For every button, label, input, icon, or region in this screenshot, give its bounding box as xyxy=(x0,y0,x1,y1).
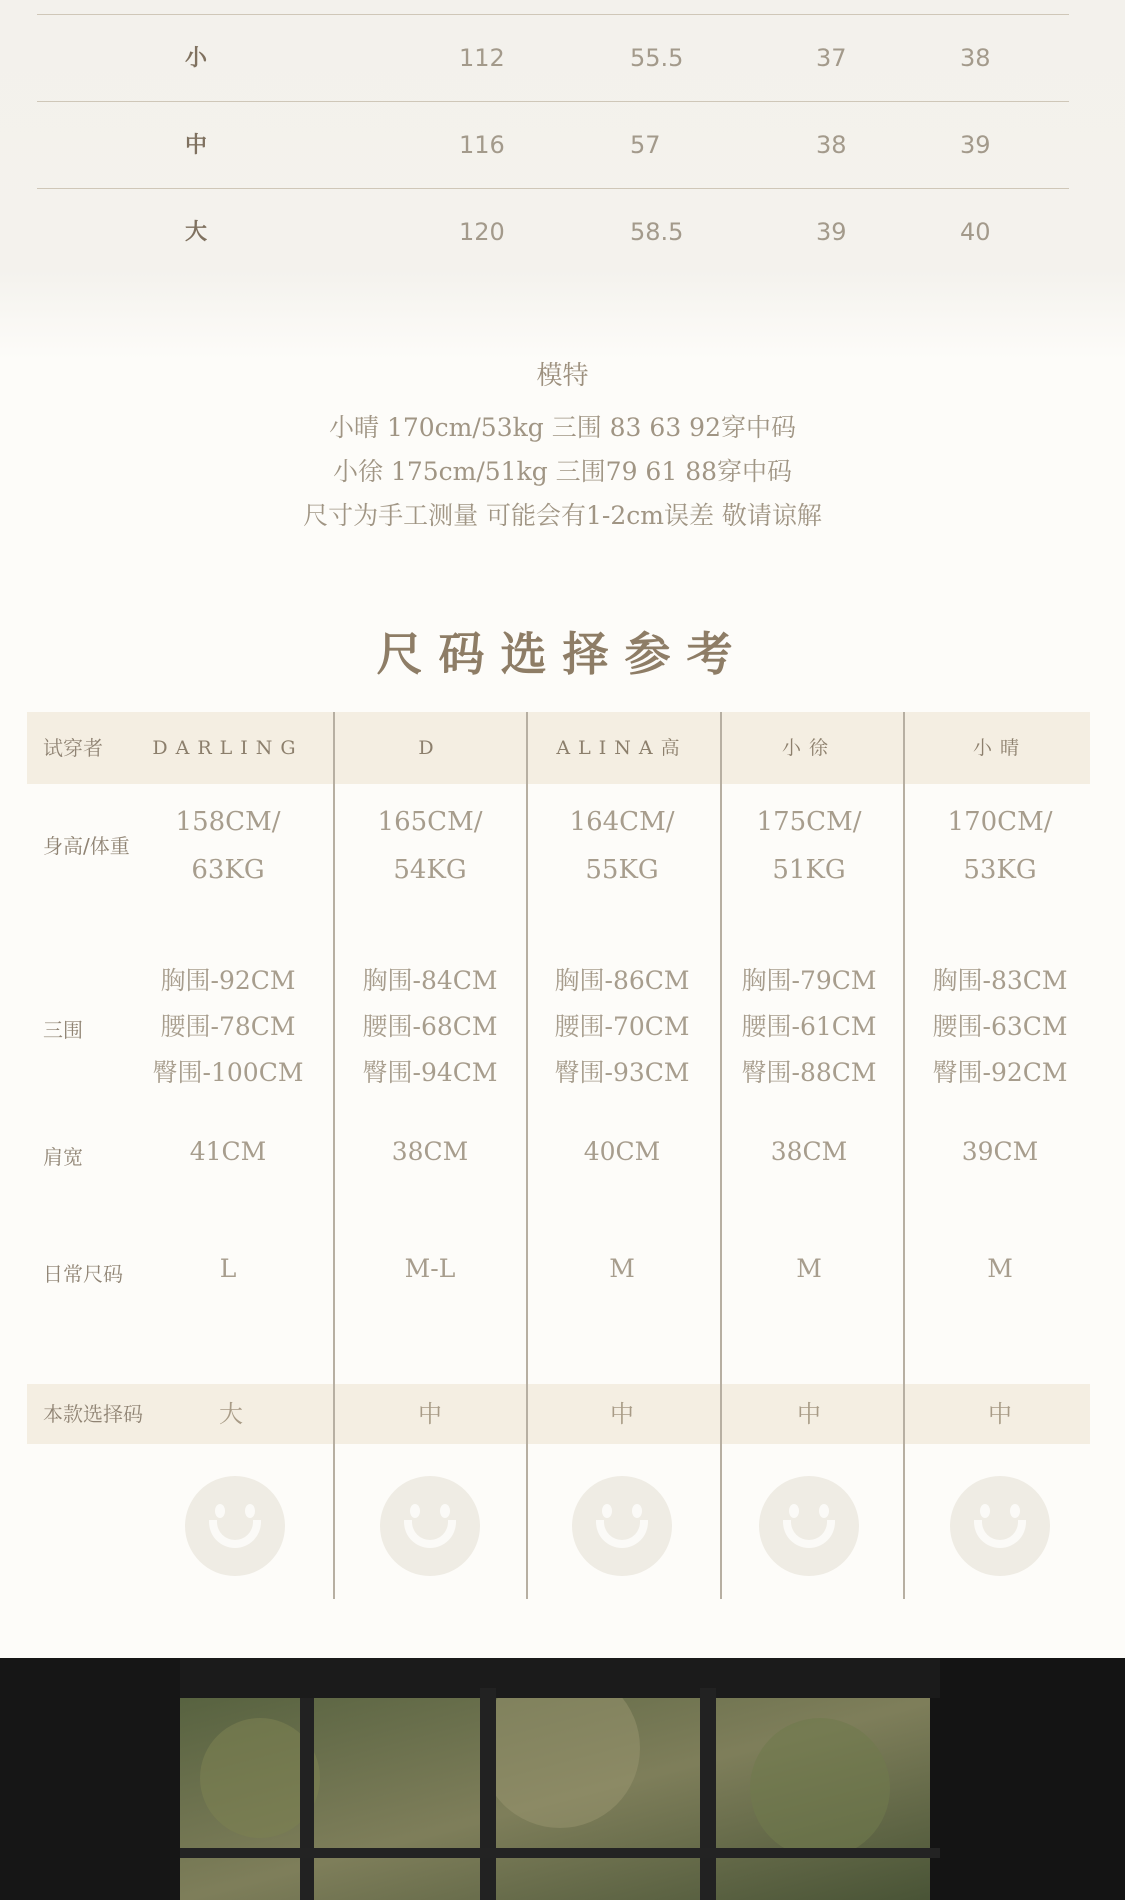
size-row-small xyxy=(37,15,1069,101)
tester-name: D xyxy=(418,737,442,759)
model-info-title: 模特 xyxy=(536,361,589,391)
tester-shoulder: 38CM xyxy=(391,1137,469,1166)
tester-shoulder: 41CM xyxy=(189,1137,267,1166)
size-value: 38 xyxy=(960,44,991,72)
tester-selected-size: 中 xyxy=(797,1400,821,1428)
size-value: 112 xyxy=(459,44,505,72)
size-row-large xyxy=(37,189,1069,275)
size-value: 40 xyxy=(960,218,991,246)
tester-selected-size: 中 xyxy=(610,1400,634,1428)
tester-name: 小徐 xyxy=(781,737,836,759)
tester-daily-size: M xyxy=(609,1254,635,1283)
size-row-medium xyxy=(37,102,1069,188)
tester-height-weight: 158CM/ 63KG xyxy=(175,807,281,885)
column-divider xyxy=(526,712,528,1599)
size-label: 中 xyxy=(185,132,208,158)
tester-daily-size: M xyxy=(987,1254,1013,1283)
row-label-tester: 试穿者 xyxy=(43,736,103,760)
size-value: 37 xyxy=(816,44,847,72)
tester-name: DARLING xyxy=(152,737,304,759)
tester-height-weight: 175CM/ 51KG xyxy=(756,807,862,885)
row-label-height-weight: 身高/体重 xyxy=(43,834,130,858)
window-photo xyxy=(0,1658,1125,1900)
row-label-shoulder: 肩宽 xyxy=(43,1145,83,1169)
row-label-daily-size: 日常尺码 xyxy=(43,1262,123,1286)
size-value: 38 xyxy=(816,131,847,159)
size-value: 116 xyxy=(459,131,505,159)
tester-daily-size: M xyxy=(796,1254,822,1283)
tester-height-weight: 170CM/ 53KG xyxy=(947,807,1053,885)
tester-measurements: 胸围-83CM 腰围-63CM 臀围-92CM xyxy=(932,966,1068,1087)
size-reference-title: 尺码选择参考 xyxy=(376,627,749,681)
tester-name: ALINA高 xyxy=(556,737,688,759)
smiley-icon xyxy=(572,1476,672,1576)
tester-selected-size: 中 xyxy=(988,1400,1012,1428)
tester-daily-size: M-L xyxy=(404,1254,456,1283)
size-reference-table xyxy=(27,712,1090,1599)
tester-selected-size: 中 xyxy=(418,1400,442,1428)
tester-measurements: 胸围-79CM 腰围-61CM 臀围-88CM xyxy=(741,966,877,1087)
tester-selected-size: 大 xyxy=(219,1400,243,1428)
smiley-icon xyxy=(380,1476,480,1576)
size-value: 120 xyxy=(459,218,505,246)
size-value: 55.5 xyxy=(630,44,684,72)
tester-height-weight: 165CM/ 54KG xyxy=(377,807,483,885)
size-value: 39 xyxy=(816,218,847,246)
column-divider xyxy=(720,712,722,1599)
tester-daily-size: L xyxy=(219,1254,237,1283)
size-chart-table xyxy=(37,14,1069,275)
size-value: 39 xyxy=(960,131,991,159)
tester-shoulder: 40CM xyxy=(583,1137,661,1166)
model-info-line: 尺寸为手工测量 可能会有1-2cm误差 敬请谅解 xyxy=(303,501,822,530)
smiley-icon xyxy=(759,1476,859,1576)
size-value: 57 xyxy=(630,131,661,159)
smiley-icon xyxy=(185,1476,285,1576)
window-scene xyxy=(0,1658,1125,1900)
tester-measurements: 胸围-84CM 腰围-68CM 臀围-94CM xyxy=(362,966,498,1087)
column-divider xyxy=(333,712,335,1599)
tester-measurements: 胸围-92CM 腰围-78CM 臀围-100CM xyxy=(152,966,304,1087)
tester-measurements: 胸围-86CM 腰围-70CM 臀围-93CM xyxy=(554,966,690,1087)
size-label: 大 xyxy=(185,219,208,245)
tester-name: 小晴 xyxy=(972,737,1027,759)
smiley-icon xyxy=(950,1476,1050,1576)
tester-shoulder: 39CM xyxy=(961,1137,1039,1166)
model-info-line: 小晴 170cm/53kg 三围 83 63 92穿中码 xyxy=(329,413,796,442)
size-label: 小 xyxy=(185,45,208,71)
tester-height-weight: 164CM/ 55KG xyxy=(569,807,675,885)
model-info-line: 小徐 175cm/51kg 三围79 61 88穿中码 xyxy=(332,457,793,486)
column-divider xyxy=(903,712,905,1599)
tester-shoulder: 38CM xyxy=(770,1137,848,1166)
size-value: 58.5 xyxy=(630,218,684,246)
model-info xyxy=(0,355,1125,538)
row-label-measurements: 三围 xyxy=(43,1018,83,1042)
row-label-selected-size: 本款选择码 xyxy=(43,1402,143,1426)
